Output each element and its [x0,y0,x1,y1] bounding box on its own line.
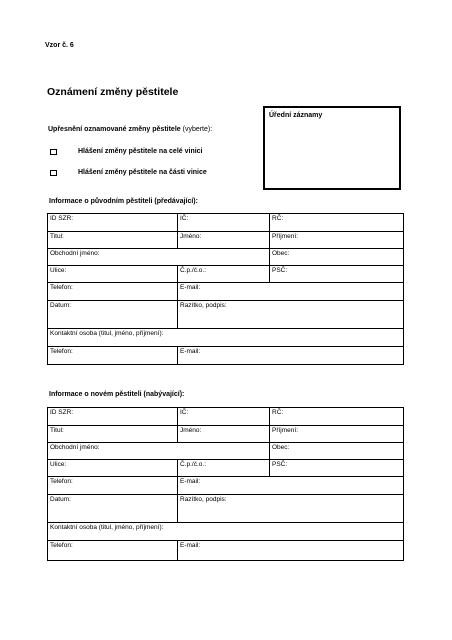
option-label: Hlášení změny pěstitele na části vinice [78,169,207,176]
field-psc[interactable]: PSČ: [270,266,404,283]
field-ic[interactable]: IČ: [178,408,270,426]
field-telefon[interactable]: Telefon: [48,477,178,495]
field-jmeno[interactable]: Jméno: [178,232,270,249]
field-prijmeni[interactable]: Příjmení: [270,426,404,443]
specification-label: Upřesnění oznamované změny pěstitele [48,126,181,133]
field-rc[interactable]: RČ: [270,214,404,232]
field-obchodni-jmeno[interactable]: Obchodní jméno: [48,249,270,266]
field-email[interactable]: E-mail: [178,477,404,495]
form-label: Vzor č. 6 [45,42,74,49]
section-heading-original-grower: Informace o původním pěstiteli (předávající): [49,198,198,205]
field-rc[interactable]: RČ: [270,408,404,426]
field-obchodni-jmeno[interactable]: Obchodní jméno: [48,443,270,460]
field-obec[interactable]: Obec: [270,443,404,460]
official-records-box[interactable] [263,106,401,190]
field-kontakt-email[interactable]: E-mail: [178,347,404,365]
section-heading-new-grower: Informace o novém pěstiteli (nabývající): [49,391,185,398]
field-cp[interactable]: Č.p./č.o.: [178,460,270,477]
checkbox-part-vineyard[interactable] [50,170,57,176]
field-kontakt-email[interactable]: E-mail: [178,541,404,561]
field-prijmeni[interactable]: Příjmení: [270,232,404,249]
field-jmeno[interactable]: Jméno: [178,426,270,443]
new-grower-table [47,407,404,561]
field-kontakt-telefon[interactable]: Telefon: [48,347,178,365]
specification-hint: (vyberte): [182,126,213,133]
field-datum[interactable]: Datum: [48,495,178,523]
field-ulice[interactable]: Ulice: [48,460,178,477]
official-records-label: Úřední záznamy [269,112,323,119]
specification-line [48,126,212,133]
page-title: Oznámení změny pěstitele [47,86,179,98]
field-id-szr[interactable]: ID SZR: [48,214,178,232]
field-razitko[interactable]: Razítko, podpis: [178,301,404,329]
field-datum[interactable]: Datum: [48,301,178,329]
option-part-vineyard[interactable] [50,169,207,176]
field-razitko[interactable]: Razítko, podpis: [178,495,404,523]
checkbox-whole-vineyard[interactable] [50,149,57,155]
field-cp[interactable]: Č.p./č.o.: [178,266,270,283]
field-id-szr[interactable]: ID SZR: [48,408,178,426]
option-whole-vineyard[interactable] [50,148,203,155]
field-titul[interactable]: Titul: [48,232,178,249]
field-ulice[interactable]: Ulice: [48,266,178,283]
field-obec[interactable]: Obec: [270,249,404,266]
field-titul[interactable]: Titul: [48,426,178,443]
option-label: Hlášení změny pěstitele na celé vinici [78,148,203,155]
field-kontakt-telefon[interactable]: Telefon: [48,541,178,561]
field-kontaktni-osoba[interactable]: Kontaktní osoba (titul, jméno, příjmení): [48,329,404,347]
field-kontaktni-osoba[interactable]: Kontaktní osoba (titul, jméno, příjmení): [48,523,404,541]
field-email[interactable]: E-mail: [178,283,404,301]
original-grower-table [47,213,404,365]
field-psc[interactable]: PSČ: [270,460,404,477]
field-ic[interactable]: IČ: [178,214,270,232]
field-telefon[interactable]: Telefon: [48,283,178,301]
